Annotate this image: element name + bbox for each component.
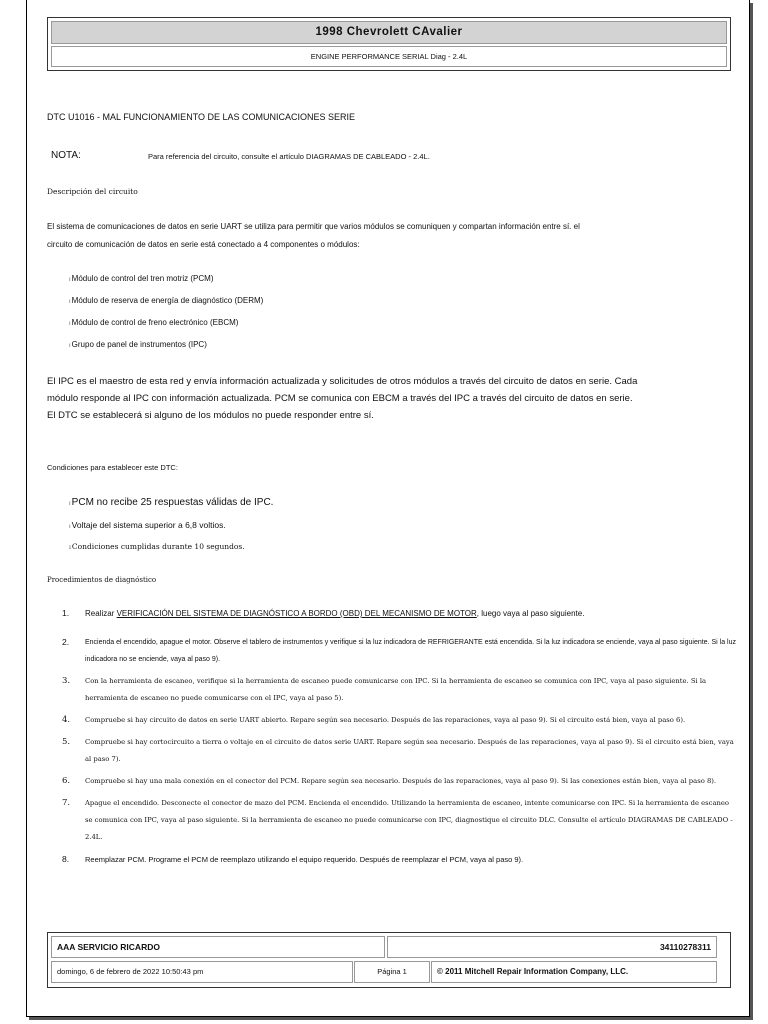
step-text: Compruebe si hay circuito de datos en serie UART abierto. Repare según sea necesario. Después de las reparaciones, vaya al paso 9). Si el circuito está bien, vaya al paso 6). (85, 716, 686, 724)
document-header (47, 17, 731, 71)
network-paragraph (47, 373, 717, 424)
list-item: ıGrupo de panel de instrumentos (IPC) (69, 340, 207, 349)
step-text: Reemplazar PCM. Programe el PCM de reemplazo utilizando el equipo requerido. Después de reemplazar el PCM, vaya al paso 9). (85, 855, 524, 864)
circuit-description-line: El sistema de comunicaciones de datos en serie UART se utiliza para permitir que varios módulos se comuniquen y compartan información entre sí. el (47, 222, 580, 231)
module-label: Grupo de panel de instrumentos (IPC) (71, 340, 207, 349)
conditions-list (69, 492, 273, 558)
document-page (26, 0, 750, 1017)
vehicle-title: 1998 Chevrolett CAvalier (51, 21, 727, 44)
list-item: ıMódulo de reserva de energía de diagnóstico (DERM) (69, 296, 264, 305)
step-number: 5. (62, 737, 71, 747)
step-number: 3. (62, 676, 71, 686)
list-item: ıCondiciones cumplidas durante 10 segundos. (69, 542, 245, 551)
circuit-description-paragraph (47, 218, 717, 254)
step-text: Apague el encendido. Desconecte el conector de mazo del PCM. Encienda el encendido. Utilizando la herramienta de escaneo, intente comunicarse con IPC. Si la herramienta de escaneo se comunica con IPC, vaya al paso siguiente. Si la herramienta de escaneo no puede comunicarse con IPC, diagnostique el circuito DLC. Consulte el artículo DIAGRAMAS DE CABLEADO - 2.4L. (85, 799, 733, 841)
condition-text: Condiciones cumplidas durante 10 segundos. (71, 542, 245, 551)
list-item: ıPCM no recibe 25 respuestas válidas de IPC. (69, 497, 274, 508)
step-number: 8. (62, 854, 70, 864)
circuit-description-heading: Descripción del circuito (47, 187, 138, 196)
article-subtitle: ENGINE PERFORMANCE SERIAL Diag - 2.4L (51, 46, 727, 67)
step-text: Compruebe si hay cortocircuito a tierra o voltaje en el circuito de datos serie UART. Repare según sea necesario. Después de las reparaciones, vaya al paso 9). Si el circuito está bien, vaya al paso 7). (85, 738, 734, 763)
procedure-step (47, 851, 737, 868)
footer-page-number: Página 1 (354, 961, 430, 983)
network-line: El DTC se establecerá si alguno de los módulos no puede responder entre sí. (47, 410, 374, 421)
step-number: 6. (62, 776, 71, 786)
list-item: ıMódulo de control de freno electrónico (EBCM) (69, 318, 239, 327)
circuit-description-line: circuito de comunicación de datos en serie está conectado a 4 componentes o módulos: (47, 240, 360, 249)
obd-check-link[interactable]: VERIFICACIÓN DEL SISTEMA DE DIAGNÓSTICO A BORDO (OBD) DEL MECANISMO DE MOTOR (116, 609, 477, 618)
note-text: Para referencia del circuito, consulte el artículo DIAGRAMAS DE CABLEADO - 2.4L. (148, 152, 430, 161)
footer-copyright: © 2011 Mitchell Repair Information Company, LLC. (431, 961, 717, 983)
note-label: NOTA: (51, 150, 81, 161)
procedure-step (47, 773, 737, 790)
procedure-step (47, 734, 737, 768)
condition-text: PCM no recibe 25 respuestas válidas de IPC. (71, 497, 274, 508)
procedure-step (47, 605, 737, 622)
dtc-title: DTC U1016 - MAL FUNCIONAMIENTO DE LAS COMUNICACIONES SERIE (47, 112, 356, 122)
network-line: módulo responde al IPC con información actualizada. PCM se comunica con EBCM a través del IPC a través del circuito de datos en serie. (47, 393, 633, 404)
document-footer (47, 932, 731, 988)
step-number: 4. (62, 715, 71, 725)
procedure-step (47, 634, 737, 668)
step-text: Encienda el encendido, apague el motor. Observe el tablero de instrumentos y verifique si la luz indicadora de REFRIGERANTE está encendida. Si la luz indicadora se enciende, vaya al paso siguiente. Si la luz indicadora no se enciende, vaya al paso 9). (85, 639, 736, 663)
list-item: ıMódulo de control del tren motriz (PCM) (69, 274, 214, 283)
footer-shop-name: AAA SERVICIO RICARDO (51, 936, 385, 958)
procedure-steps (47, 605, 737, 873)
step-number: 7. (62, 798, 71, 808)
step-text: , luego vaya al paso siguiente. (476, 609, 585, 618)
footer-date: domingo, 6 de febrero de 2022 10:50:43 pm (51, 961, 353, 983)
module-label: Módulo de control de freno electrónico (EBCM) (71, 318, 239, 327)
network-line: El IPC es el maestro de esta red y envía información actualizada y solicitudes de otros módulos a través del circuito de datos en serie. Cada (47, 376, 638, 387)
step-text: Compruebe si hay una mala conexión en el conector del PCM. Repare según sea necesario. Después de las reparaciones, vaya al paso 9). Si las conexiones están bien, vaya al paso 8). (85, 777, 717, 785)
module-label: Módulo de reserva de energía de diagnóstico (DERM) (71, 296, 264, 305)
module-label: Módulo de control del tren motriz (PCM) (71, 274, 214, 283)
procedure-step (47, 673, 737, 707)
procedure-step (47, 795, 737, 846)
conditions-heading: Condiciones para establecer este DTC: (47, 463, 178, 472)
condition-text: Voltaje del sistema superior a 6,8 voltios. (71, 520, 226, 530)
procedure-step (47, 712, 737, 729)
step-number: 2. (62, 637, 70, 647)
footer-account-number: 34110278311 (387, 936, 717, 958)
step-number: 1. (62, 608, 70, 618)
step-text: Con la herramienta de escaneo, verifique si la herramienta de escaneo puede comunicarse con IPC. Si la herramienta de escaneo se comunica con IPC, vaya al paso siguiente. Si la herramienta de escaneo no puede comunicarse con el IPC, vaya al paso 5). (85, 677, 707, 702)
procedures-heading: Procedimientos de diagnóstico (47, 576, 157, 584)
step-text: Realizar (85, 609, 117, 618)
module-list (69, 268, 263, 356)
list-item: ıVoltaje del sistema superior a 6,8 voltios. (69, 520, 226, 530)
